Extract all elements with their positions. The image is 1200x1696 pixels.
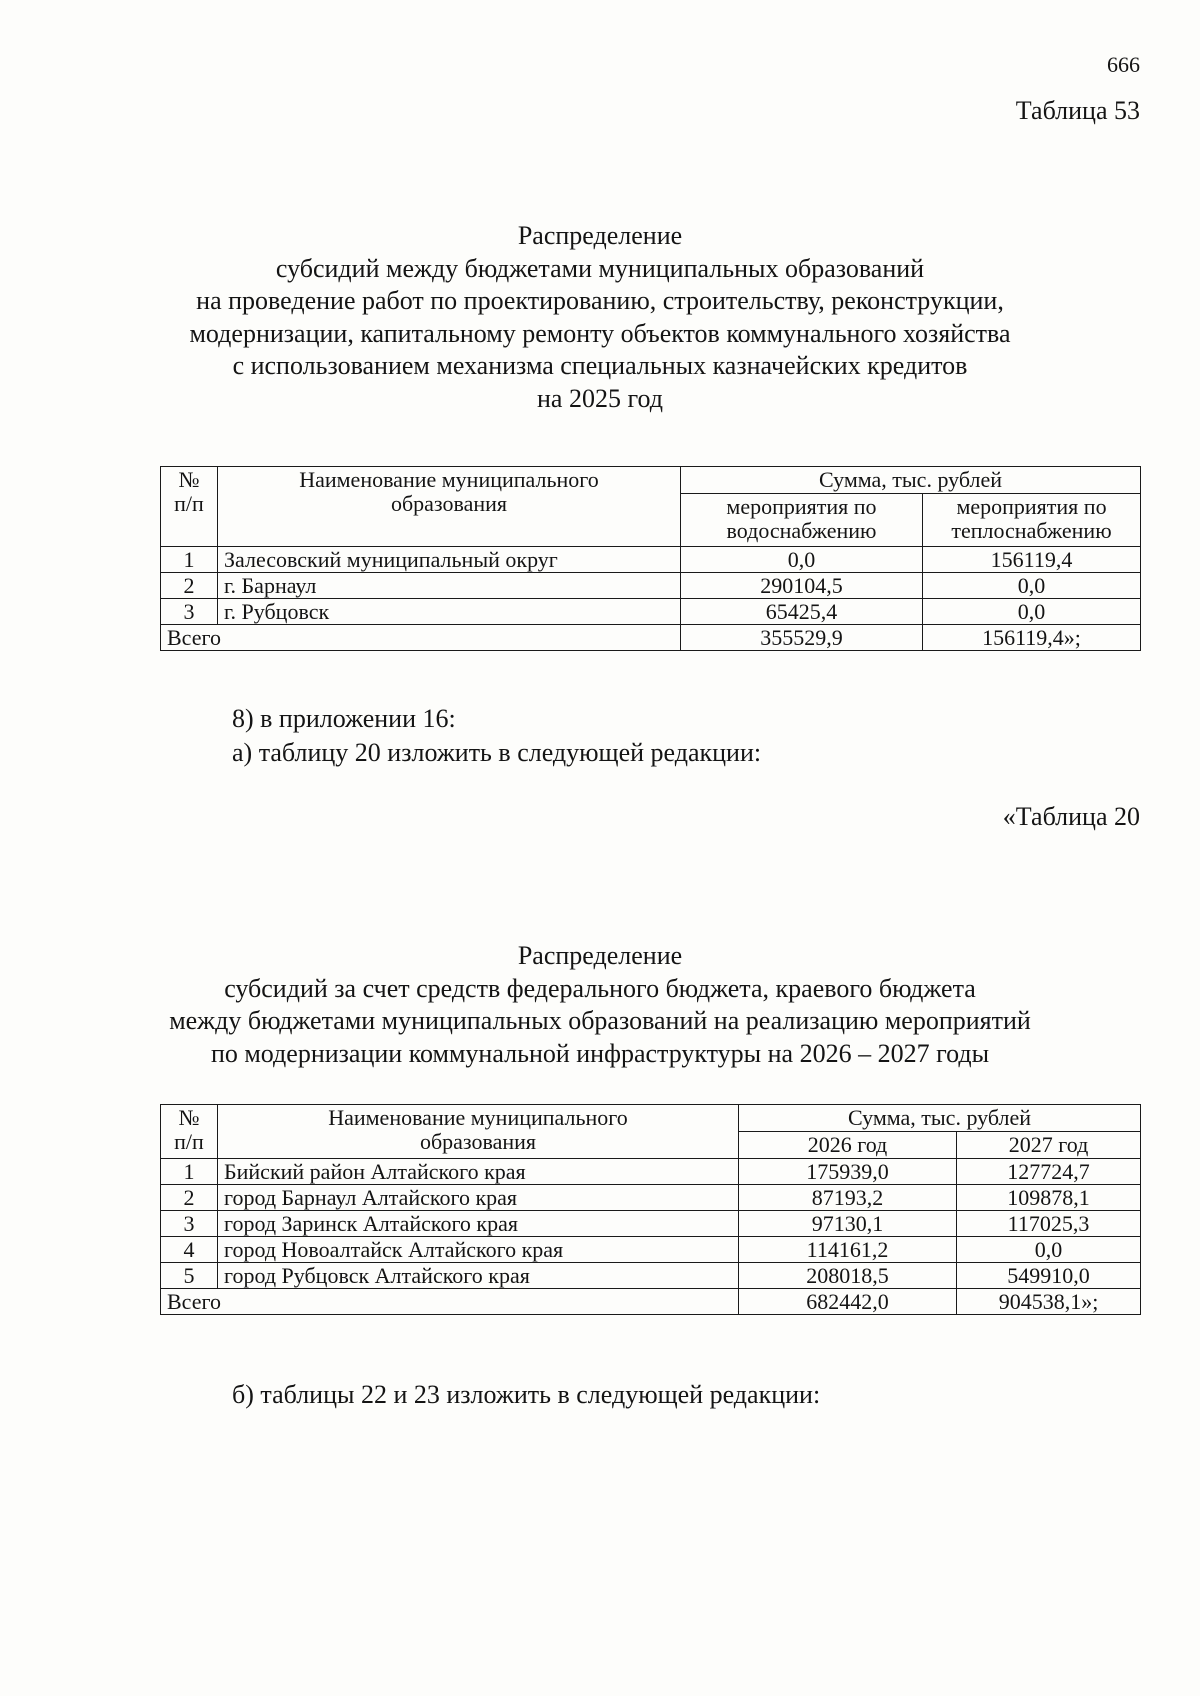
col-header-num: № п/п <box>161 1105 218 1159</box>
col-header-2027: 2027 год <box>957 1132 1141 1159</box>
cell-total-water: 355529,9 <box>681 625 923 651</box>
cell-2027: 109878,1 <box>957 1185 1141 1211</box>
cell-name: г. Рубцовск <box>218 599 681 625</box>
cell-2026: 97130,1 <box>739 1211 957 1237</box>
table-53-label: Таблица 53 <box>1015 96 1140 125</box>
table-total-row <box>161 625 1141 651</box>
page-number: 666 <box>1107 52 1140 77</box>
cell-num: 3 <box>161 1211 218 1237</box>
col-header-2026: 2026 год <box>739 1132 957 1159</box>
heading-line: по модернизации коммунальной инфраструктуры на 2026 – 2027 годы <box>210 1038 990 1068</box>
table-row <box>161 599 1141 625</box>
heading-line: на проведение работ по проектированию, строительству, реконструкции, <box>196 286 1004 315</box>
paragraph-item-a: а) таблицу 20 изложить в следующей редакции: <box>232 738 762 767</box>
cell-2026: 114161,2 <box>739 1237 957 1263</box>
heading-line: на 2025 год <box>537 383 663 413</box>
heading-line: с использованием механизма специальных казначейских кредитов <box>232 351 968 380</box>
heading-line: субсидий за счет средств федерального бюджета, краевого бюджета <box>224 973 976 1003</box>
cell-num: 1 <box>161 547 218 573</box>
cell-2027: 549910,0 <box>957 1263 1141 1289</box>
cell-num: 4 <box>161 1237 218 1263</box>
table-20-label: «Таблица 20 <box>1002 802 1140 831</box>
heading-line: модернизации, капитальному ремонту объектов коммунального хозяйства <box>189 318 1011 348</box>
cell-num: 3 <box>161 599 218 625</box>
cell-heat: 0,0 <box>923 573 1141 599</box>
cell-water: 65425,4 <box>681 599 923 625</box>
table-20-heading <box>0 940 1200 1070</box>
cell-water: 0,0 <box>681 547 923 573</box>
table-header-row <box>161 1105 1141 1132</box>
paragraph-item-8: 8) в приложении 16: <box>232 704 456 733</box>
table-row <box>161 1211 1141 1237</box>
col-header-name: Наименование муниципального образования <box>218 1105 739 1159</box>
cell-total-2026: 682442,0 <box>739 1289 957 1315</box>
table-row <box>161 1185 1141 1211</box>
table-row <box>161 1263 1141 1289</box>
cell-num: 5 <box>161 1263 218 1289</box>
cell-2026: 87193,2 <box>739 1185 957 1211</box>
cell-total-label: Всего <box>161 625 681 651</box>
table-row <box>161 1159 1141 1185</box>
cell-name: Залесовский муниципальный округ <box>218 547 681 573</box>
col-header-num: № п/п <box>161 467 218 547</box>
col-header-sum: Сумма, тыс. рублей <box>681 467 1141 494</box>
cell-water: 290104,5 <box>681 573 923 599</box>
col-header-name: Наименование муниципального образования <box>218 467 681 547</box>
cell-2027: 0,0 <box>957 1237 1141 1263</box>
cell-name: город Барнаул Алтайского края <box>218 1185 739 1211</box>
heading-line: Распределение <box>517 941 683 970</box>
cell-total-label: Всего <box>161 1289 739 1315</box>
heading-line: между бюджетами муниципальных образований на реализацию мероприятий <box>169 1006 1031 1035</box>
cell-2026: 208018,5 <box>739 1263 957 1289</box>
cell-num: 2 <box>161 573 218 599</box>
col-header-heat: мероприятия по теплоснабжению <box>923 494 1141 547</box>
cell-2027: 117025,3 <box>957 1211 1141 1237</box>
heading-line: Распределение <box>517 221 683 250</box>
table-row <box>161 547 1141 573</box>
cell-name: город Рубцовск Алтайского края <box>218 1263 739 1289</box>
cell-name: Бийский район Алтайского края <box>218 1159 739 1185</box>
cell-num: 1 <box>161 1159 218 1185</box>
col-header-sum: Сумма, тыс. рублей <box>739 1105 1141 1132</box>
table-total-row <box>161 1289 1141 1315</box>
cell-name: город Заринск Алтайского края <box>218 1211 739 1237</box>
paragraph-item-b: б) таблицы 22 и 23 изложить в следующей редакции: <box>232 1380 821 1409</box>
cell-2026: 175939,0 <box>739 1159 957 1185</box>
cell-total-heat: 156119,4»; <box>923 625 1141 651</box>
cell-total-2027: 904538,1»; <box>957 1289 1141 1315</box>
col-header-water: мероприятия по водоснабжению <box>681 494 923 547</box>
cell-name: г. Барнаул <box>218 573 681 599</box>
table-53-heading <box>0 220 1200 415</box>
table-20 <box>160 1104 1141 1315</box>
table-row <box>161 573 1141 599</box>
table-row <box>161 1237 1141 1263</box>
cell-2027: 127724,7 <box>957 1159 1141 1185</box>
cell-heat: 0,0 <box>923 599 1141 625</box>
heading-line: субсидий между бюджетами муниципальных образований <box>275 253 925 283</box>
cell-heat: 156119,4 <box>923 547 1141 573</box>
table-53 <box>160 466 1141 651</box>
cell-num: 2 <box>161 1185 218 1211</box>
cell-name: город Новоалтайск Алтайского края <box>218 1237 739 1263</box>
table-header-row <box>161 467 1141 494</box>
